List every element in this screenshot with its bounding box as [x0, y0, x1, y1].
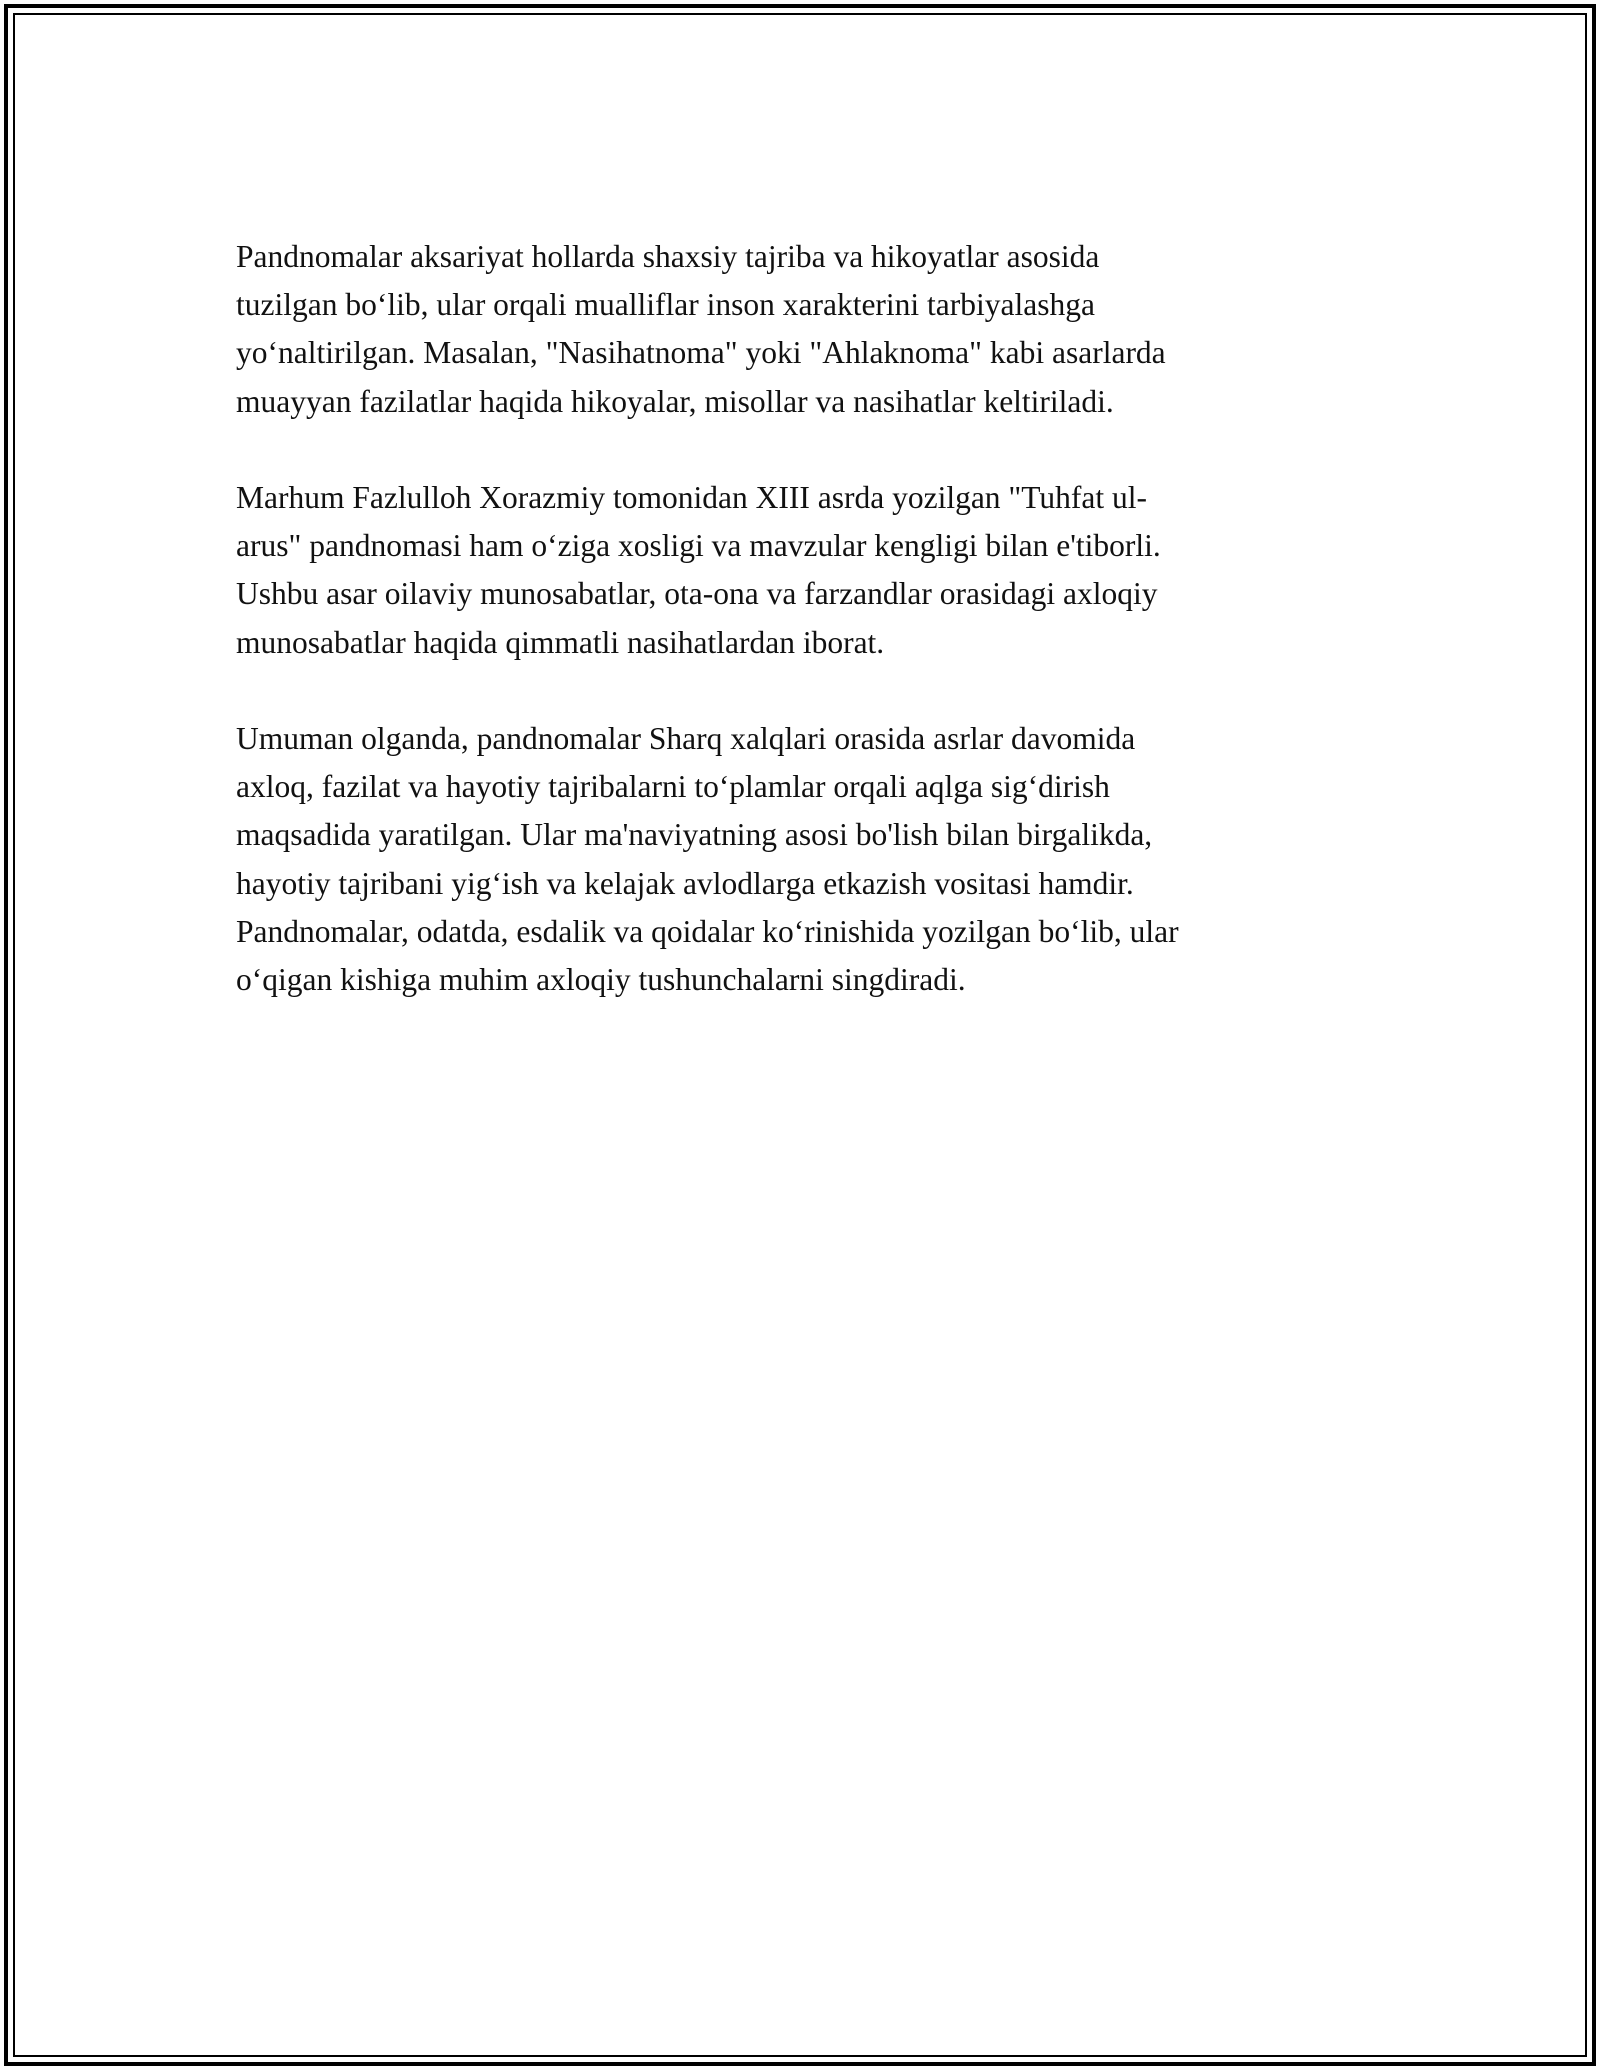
paragraph-1: Pandnomalar aksariyat hollarda shaxsiy tajriba va hikoyatlar asosida tuzilgan bo‘lib, ular orqali mualliflar inson xarakterini tarbiyalashga yo‘naltirilgan. Masalan, "Nasihatnoma" yoki "Ahlaknoma" kabi asarlarda muayyan fazilatlar haqida hikoyalar, misollar va nasihatlar keltiriladi. [236, 239, 1166, 419]
document-body [236, 233, 1366, 1052]
paragraph-3: Umuman olganda, pandnomalar Sharq xalqlari orasida asrlar davomida axloq, fazilat va hayotiy tajribalarni to‘plamlar orqali aqlga sig‘dirish maqsadida yaratilgan. Ular ma'naviyatning asosi bo'lish bilan birgalikda, hayotiy tajribani yig‘ish va kelajak avlodlarga etkazish vositasi hamdir. Pandnomalar, odatda, esdalik va qoidalar ko‘rinishida yozilgan bo‘lib, ular o‘qigan kishiga muhim axloqiy tushunchalarni singdiradi. [236, 721, 1179, 998]
paragraph-2: Marhum Fazlulloh Xorazmiy tomonidan XIII asrda yozilgan "Tuhfat ul- arus" pandnomasi ham o‘ziga xosligi va mavzular kengligi bilan e'tiborli. Ushbu asar oilaviy munosabatlar, ota-ona va farzandlar orasidagi axloqiy munosabatlar haqida qimmatli nasihatlardan iborat. [236, 480, 1161, 660]
